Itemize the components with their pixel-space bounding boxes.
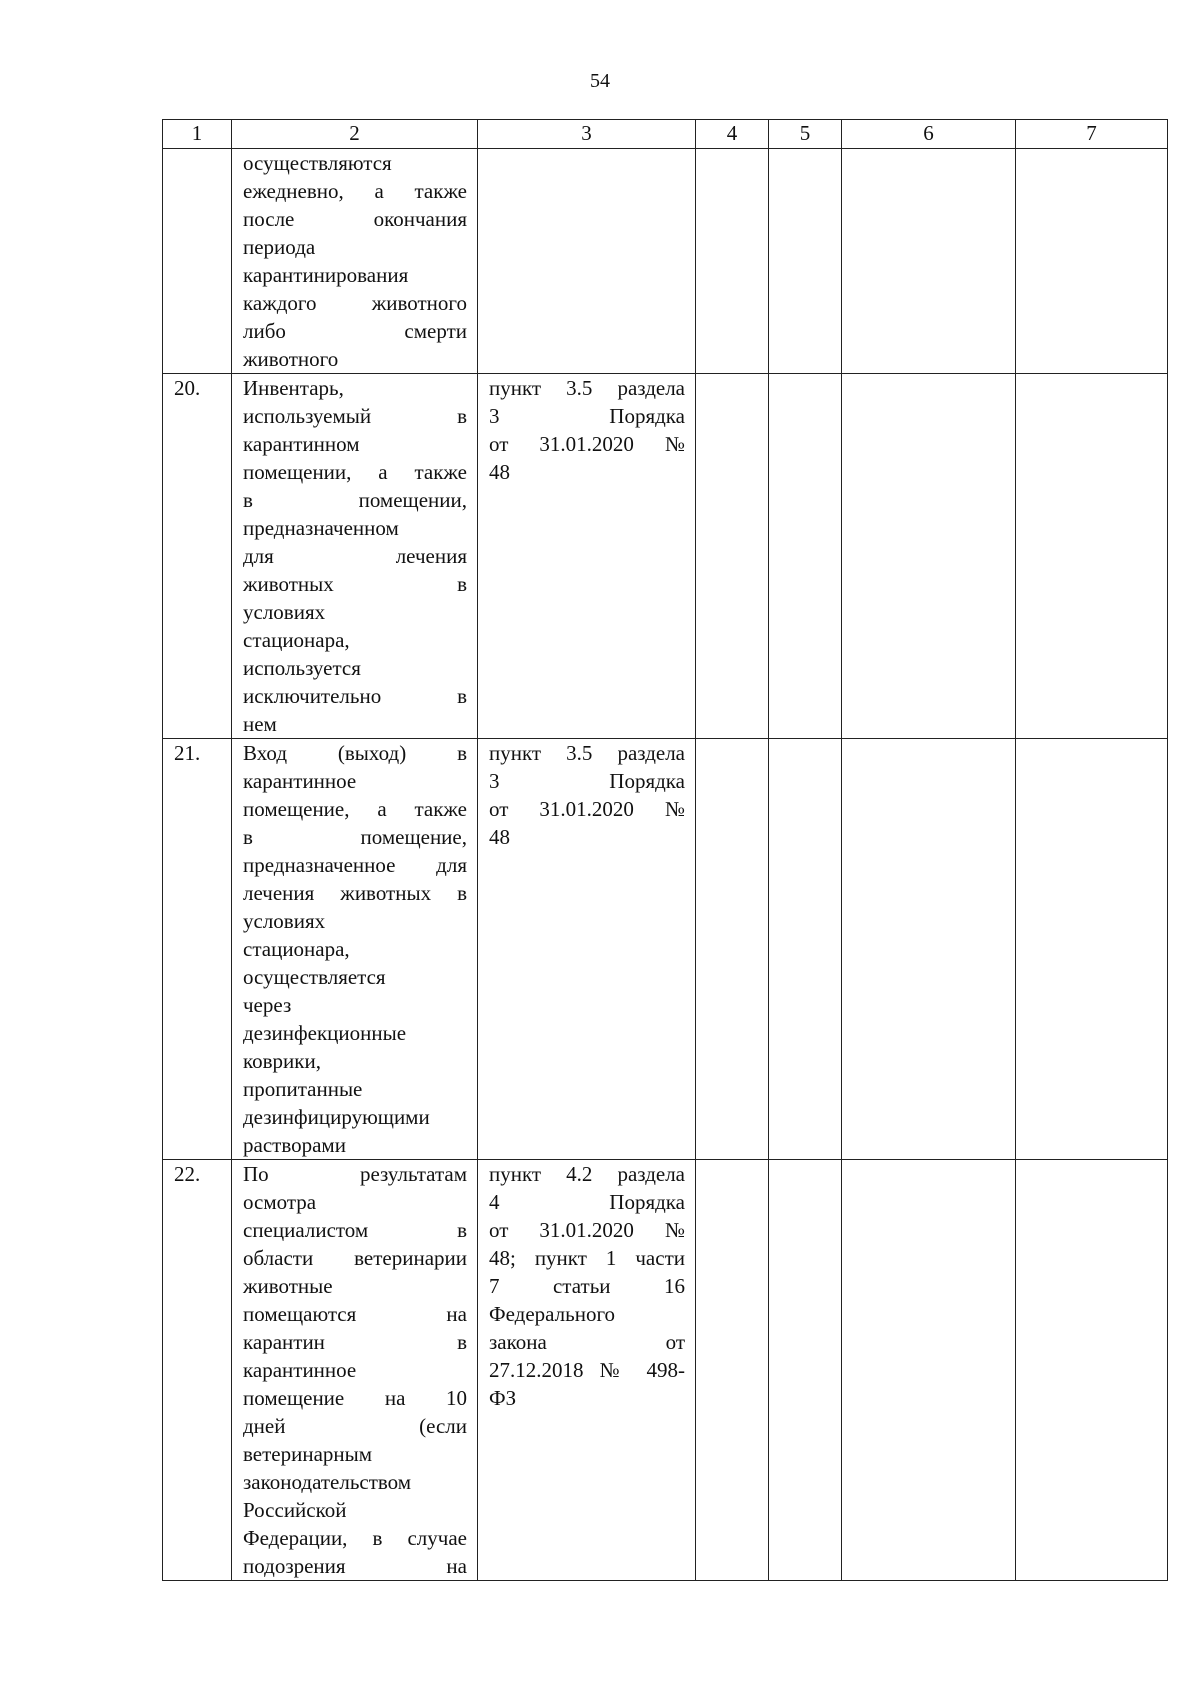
requirement-line: Инвентарь, [243, 376, 344, 400]
reference-line: пункт 3.5 раздела [489, 741, 685, 765]
requirement-line: помещение, а также [243, 797, 467, 821]
answer-yes-cell [696, 149, 769, 374]
requirement-line: По результатам [243, 1162, 467, 1186]
answer-no-cell [769, 739, 842, 1160]
requirement-line: животные [243, 1274, 333, 1298]
requirement-line: области ветеринарии [243, 1246, 467, 1270]
requirement-line: животного [243, 347, 339, 371]
requirement-line: дезинфицирующими [243, 1105, 430, 1129]
requirement-line: Российской [243, 1498, 347, 1522]
requirement-line: помещаются на [243, 1302, 467, 1326]
page-number: 54 [590, 70, 610, 92]
header-cell: 4 [696, 120, 769, 149]
legal-reference-cell [478, 149, 696, 374]
requirement-line: карантинное [243, 769, 357, 793]
requirement-cell [232, 739, 478, 1160]
answer-yes-cell [696, 1160, 769, 1581]
requirement-line: подозрения на [243, 1554, 467, 1578]
requirement-line: условиях [243, 600, 326, 624]
requirement-line: предназначенное для [243, 853, 467, 877]
row-number: 21. [163, 739, 232, 1160]
note-cell [1016, 1160, 1168, 1581]
table-row [163, 149, 1168, 374]
answer-na-cell [842, 739, 1016, 1160]
answer-no-cell [769, 1160, 842, 1581]
requirement-line: стационара, [243, 937, 350, 961]
reference-line: ФЗ [489, 1386, 517, 1410]
answer-no-cell [769, 374, 842, 739]
requirement-line: условиях [243, 909, 326, 933]
requirement-cell [232, 374, 478, 739]
table-row [163, 739, 1168, 1160]
requirement-line: ветеринарным [243, 1442, 373, 1466]
requirement-line: законодательством [243, 1470, 412, 1494]
header-cell: 7 [1016, 120, 1168, 149]
requirement-line: лечения животных в [243, 881, 467, 905]
requirement-cell [232, 149, 478, 374]
requirement-line: коврики, [243, 1049, 321, 1073]
requirement-line: используется [243, 656, 361, 680]
reference-line: 3 Порядка [489, 769, 685, 793]
requirement-line: в помещение, [243, 825, 467, 849]
reference-line: 27.12.2018 № 498- [489, 1358, 685, 1382]
requirement-line: дней (если [243, 1414, 467, 1438]
header-cell: 5 [769, 120, 842, 149]
legal-reference-cell [478, 1160, 696, 1581]
requirement-line: пропитанные [243, 1077, 363, 1101]
reference-line: 4 Порядка [489, 1190, 685, 1214]
reference-line: от 31.01.2020 № [489, 432, 685, 456]
answer-na-cell [842, 1160, 1016, 1581]
legal-reference-cell [478, 739, 696, 1160]
reference-line: 48 [489, 460, 510, 484]
requirement-line: дезинфекционные [243, 1021, 407, 1045]
reference-line: от 31.01.2020 № [489, 1218, 685, 1242]
table-row [163, 1160, 1168, 1581]
answer-no-cell [769, 149, 842, 374]
requirement-line: карантинирования [243, 263, 409, 287]
reference-line: 48 [489, 825, 510, 849]
reference-line: Федерального [489, 1302, 616, 1326]
header-cell: 2 [232, 120, 478, 149]
answer-na-cell [842, 149, 1016, 374]
requirement-line: помещение на 10 [243, 1386, 467, 1410]
requirement-line: специалистом в [243, 1218, 467, 1242]
answer-yes-cell [696, 374, 769, 739]
requirement-line: ежедневно, а также [243, 179, 467, 203]
requirement-line: нем [243, 712, 277, 736]
answer-na-cell [842, 374, 1016, 739]
requirement-line: после окончания [243, 207, 467, 231]
requirement-line: предназначенном [243, 516, 399, 540]
reference-line: пункт 3.5 раздела [489, 376, 685, 400]
requirement-line: исключительно в [243, 684, 467, 708]
row-number: 20. [163, 374, 232, 739]
requirement-line: растворами [243, 1133, 346, 1157]
requirement-line: карантинное [243, 1358, 357, 1382]
requirement-line: в помещении, [243, 488, 467, 512]
requirement-line: Вход (выход) в [243, 741, 467, 765]
reference-line: 48; пункт 1 части [489, 1246, 685, 1270]
requirement-line: для лечения [243, 544, 467, 568]
requirement-line: либо смерти [243, 319, 467, 343]
reference-line: 7 статьи 16 [489, 1274, 685, 1298]
requirement-line: используемый в [243, 404, 467, 428]
reference-line: от 31.01.2020 № [489, 797, 685, 821]
table-row [163, 374, 1168, 739]
header-cell: 3 [478, 120, 696, 149]
checklist-table [162, 119, 1168, 1581]
requirement-line: животных в [243, 572, 467, 596]
row-number [163, 149, 232, 374]
requirement-cell [232, 1160, 478, 1581]
header-cell: 6 [842, 120, 1016, 149]
note-cell [1016, 149, 1168, 374]
reference-line: 3 Порядка [489, 404, 685, 428]
reference-line: пункт 4.2 раздела [489, 1162, 685, 1186]
header-cell: 1 [163, 120, 232, 149]
requirement-line: Федерации, в случае [243, 1526, 467, 1550]
requirement-line: помещении, а также [243, 460, 467, 484]
row-number: 22. [163, 1160, 232, 1581]
answer-yes-cell [696, 739, 769, 1160]
reference-line: закона от [489, 1330, 685, 1354]
requirement-line: стационара, [243, 628, 350, 652]
requirement-line: через [243, 993, 292, 1017]
requirement-line: каждого животного [243, 291, 467, 315]
header-row [163, 120, 1168, 149]
legal-reference-cell [478, 374, 696, 739]
requirement-line: осуществляется [243, 965, 386, 989]
requirement-line: карантинном [243, 432, 360, 456]
requirement-line: осмотра [243, 1190, 317, 1214]
note-cell [1016, 739, 1168, 1160]
requirement-line: карантин в [243, 1330, 467, 1354]
requirement-line: осуществляются [243, 151, 392, 175]
requirement-line: периода [243, 235, 316, 259]
note-cell [1016, 374, 1168, 739]
